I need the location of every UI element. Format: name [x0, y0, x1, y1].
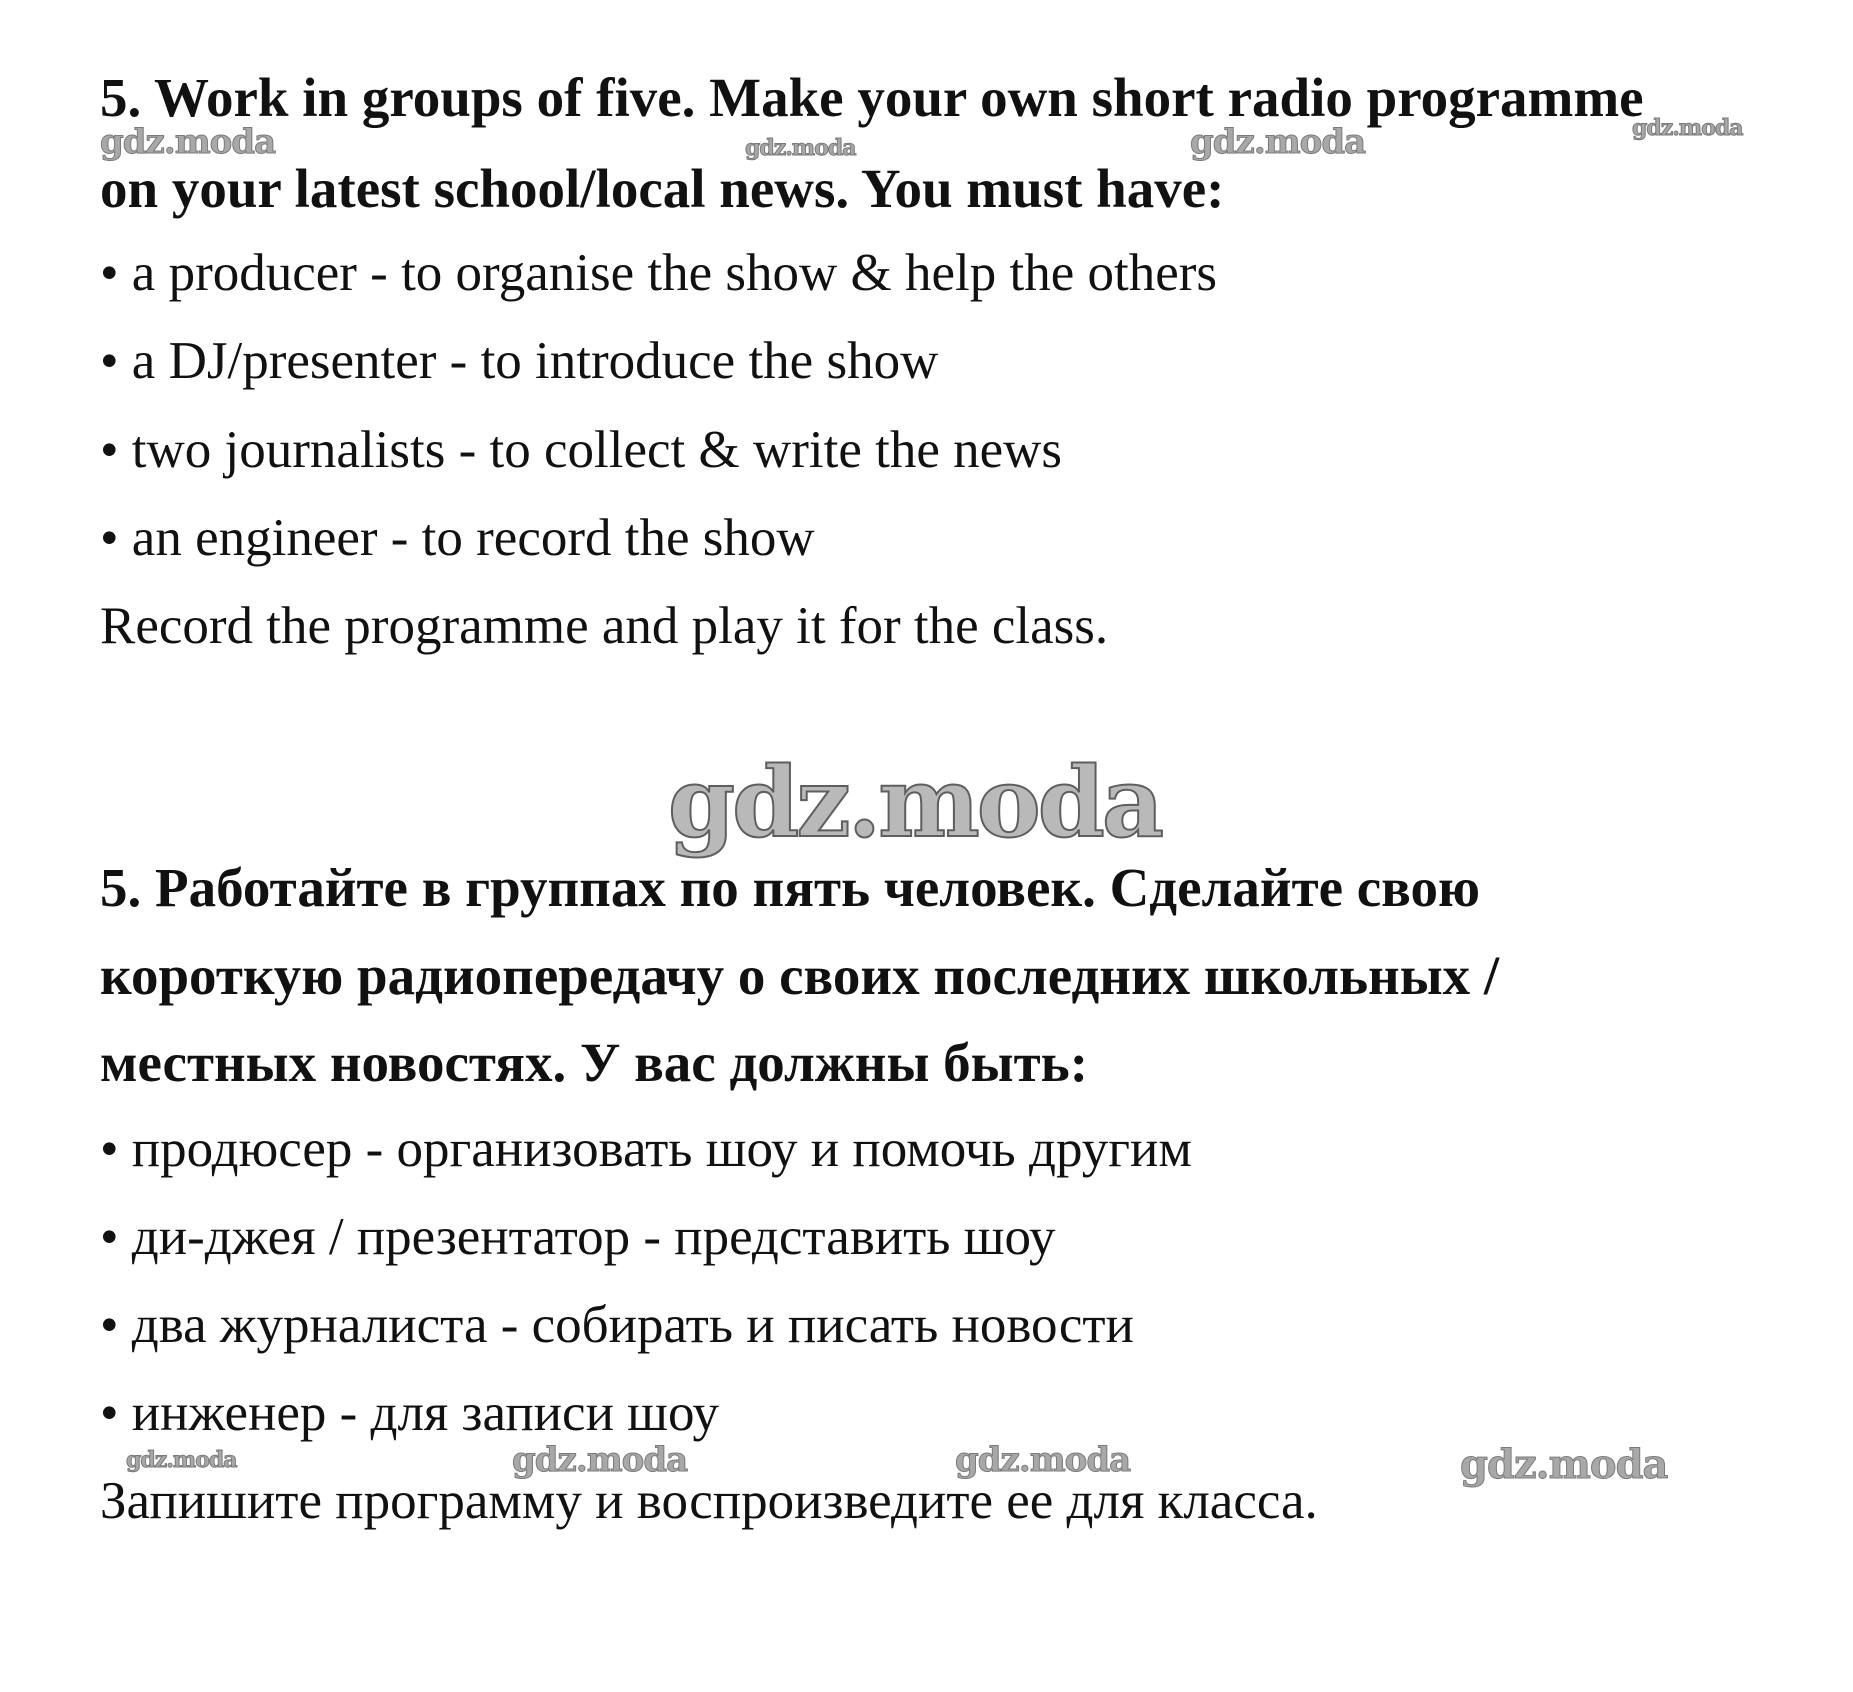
watermark: gdz.moda — [955, 1440, 1131, 1480]
watermark: gdz.moda — [126, 1447, 237, 1473]
russian-role-journalists: • два журналиста - собирать и писать новости — [100, 1296, 1134, 1354]
watermark: gdz.moda — [1632, 115, 1743, 141]
russian-role-producer: • продюсер - организовать шоу и помочь другим — [100, 1120, 1192, 1178]
russian-closing: Запишите программу и воспроизведите ее для класса. — [100, 1472, 1318, 1530]
english-heading-line-2: on your latest school/local news. You must have: — [100, 158, 1225, 219]
russian-heading-line-3: местных новостях. У вас должны быть: — [100, 1032, 1089, 1093]
watermark: gdz.moda — [512, 1440, 688, 1480]
english-role-dj: • a DJ/presenter - to introduce the show — [100, 332, 939, 390]
watermark-large: gdz.moda — [668, 746, 1162, 859]
english-role-producer: • a producer - to organise the show & help the others — [100, 244, 1218, 302]
watermark: gdz.moda — [100, 122, 276, 162]
russian-heading-line-1: 5. Работайте в группах по пять человек. Сделайте свою — [100, 857, 1481, 918]
watermark: gdz.moda — [745, 135, 856, 161]
english-closing: Record the programme and play it for the class. — [100, 597, 1109, 655]
watermark: gdz.moda — [1190, 122, 1366, 162]
russian-role-dj: • ди-джея / презентатор - представить шоу — [100, 1208, 1056, 1266]
russian-heading-line-2: короткую радиопередачу о своих последних школьных / — [100, 945, 1500, 1006]
english-role-engineer: • an engineer - to record the show — [100, 509, 815, 567]
english-role-journalists: • two journalists - to collect & write the news — [100, 421, 1063, 479]
watermark: gdz.moda — [1460, 1441, 1668, 1488]
russian-role-engineer: • инженер - для записи шоу — [100, 1384, 719, 1442]
english-heading-line-1: 5. Work in groups of five. Make your own short radio programme — [100, 67, 1644, 128]
